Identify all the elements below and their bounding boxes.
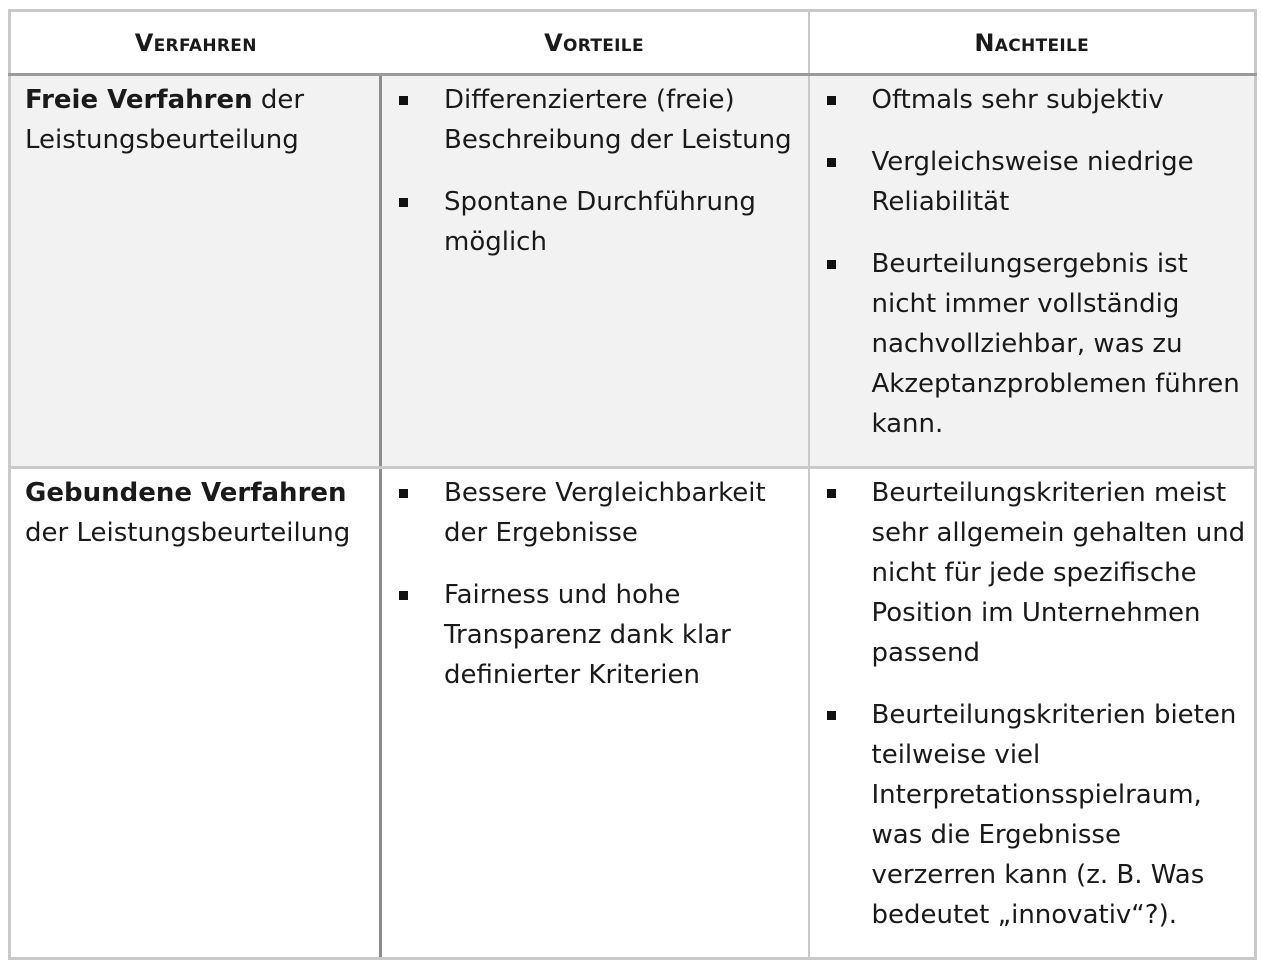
procedure-suffix: der Leistungsbeurteilung [25, 518, 351, 548]
list-item [382, 182, 802, 262]
disadvantages-cell [809, 468, 1256, 959]
list-item [382, 473, 802, 553]
list-item-text: Beurteilungsergebnis ist nicht immer vollständig nachvollziehbar, was zu Akzeptanzproblemen führen kann. [871, 249, 1240, 439]
square-bullet-icon [827, 260, 836, 269]
procedure-name: Freie Verfahren [25, 85, 253, 115]
square-bullet-icon [827, 489, 836, 498]
disadvantages-list [810, 80, 1249, 444]
square-bullet-icon [827, 711, 836, 720]
advantages-list [382, 473, 802, 695]
list-item-text: Fairness und hohe Transparenz dank klar definierter Kriterien [444, 580, 731, 690]
square-bullet-icon [399, 591, 408, 600]
list-item [810, 473, 1249, 673]
list-item [810, 80, 1249, 120]
advantages-cell [381, 75, 809, 468]
comparison-table [8, 9, 1257, 960]
list-item [382, 80, 802, 160]
procedure-name: Gebundene Verfahren [25, 478, 347, 508]
list-item-text: Oftmals sehr subjektiv [871, 85, 1164, 115]
table-header-row [10, 11, 1256, 75]
header-procedure: Verfahren [10, 11, 381, 75]
list-item-text: Differenziertere (freie) Beschreibung der Leistung [444, 85, 792, 155]
square-bullet-icon [399, 489, 408, 498]
disadvantages-cell [809, 75, 1256, 468]
square-bullet-icon [827, 158, 836, 167]
header-disadvantages: Nachteile [809, 11, 1256, 75]
procedure-cell [10, 75, 381, 468]
square-bullet-icon [399, 96, 408, 105]
list-item-text: Beurteilungskriterien bieten teilweise viel Interpretationsspielraum, was die Ergebnisse verzerren kann (z. B. Was bedeutet „innovativ“?). [871, 700, 1237, 930]
list-item [810, 142, 1249, 222]
square-bullet-icon [827, 96, 836, 105]
square-bullet-icon [399, 198, 408, 207]
table-row [10, 75, 1256, 468]
list-item-text: Spontane Durchführung möglich [444, 187, 756, 257]
list-item [810, 695, 1249, 935]
list-item-text: Beurteilungskriterien meist sehr allgemein gehalten und nicht für jede spezifische Position im Unternehmen passend [871, 478, 1246, 668]
list-item-text: Vergleichsweise niedrige Reliabilität [871, 147, 1194, 217]
list-item [382, 575, 802, 695]
procedure-cell [10, 468, 381, 959]
header-advantages: Vorteile [381, 11, 809, 75]
disadvantages-list [810, 473, 1249, 935]
advantages-list [382, 80, 802, 262]
table-row [10, 468, 1256, 959]
procedure-suffix: der Leistungsbeurteilung [25, 85, 305, 155]
list-item [810, 244, 1249, 444]
advantages-cell [381, 468, 809, 959]
list-item-text: Bessere Vergleichbarkeit der Ergebnisse [444, 478, 766, 548]
